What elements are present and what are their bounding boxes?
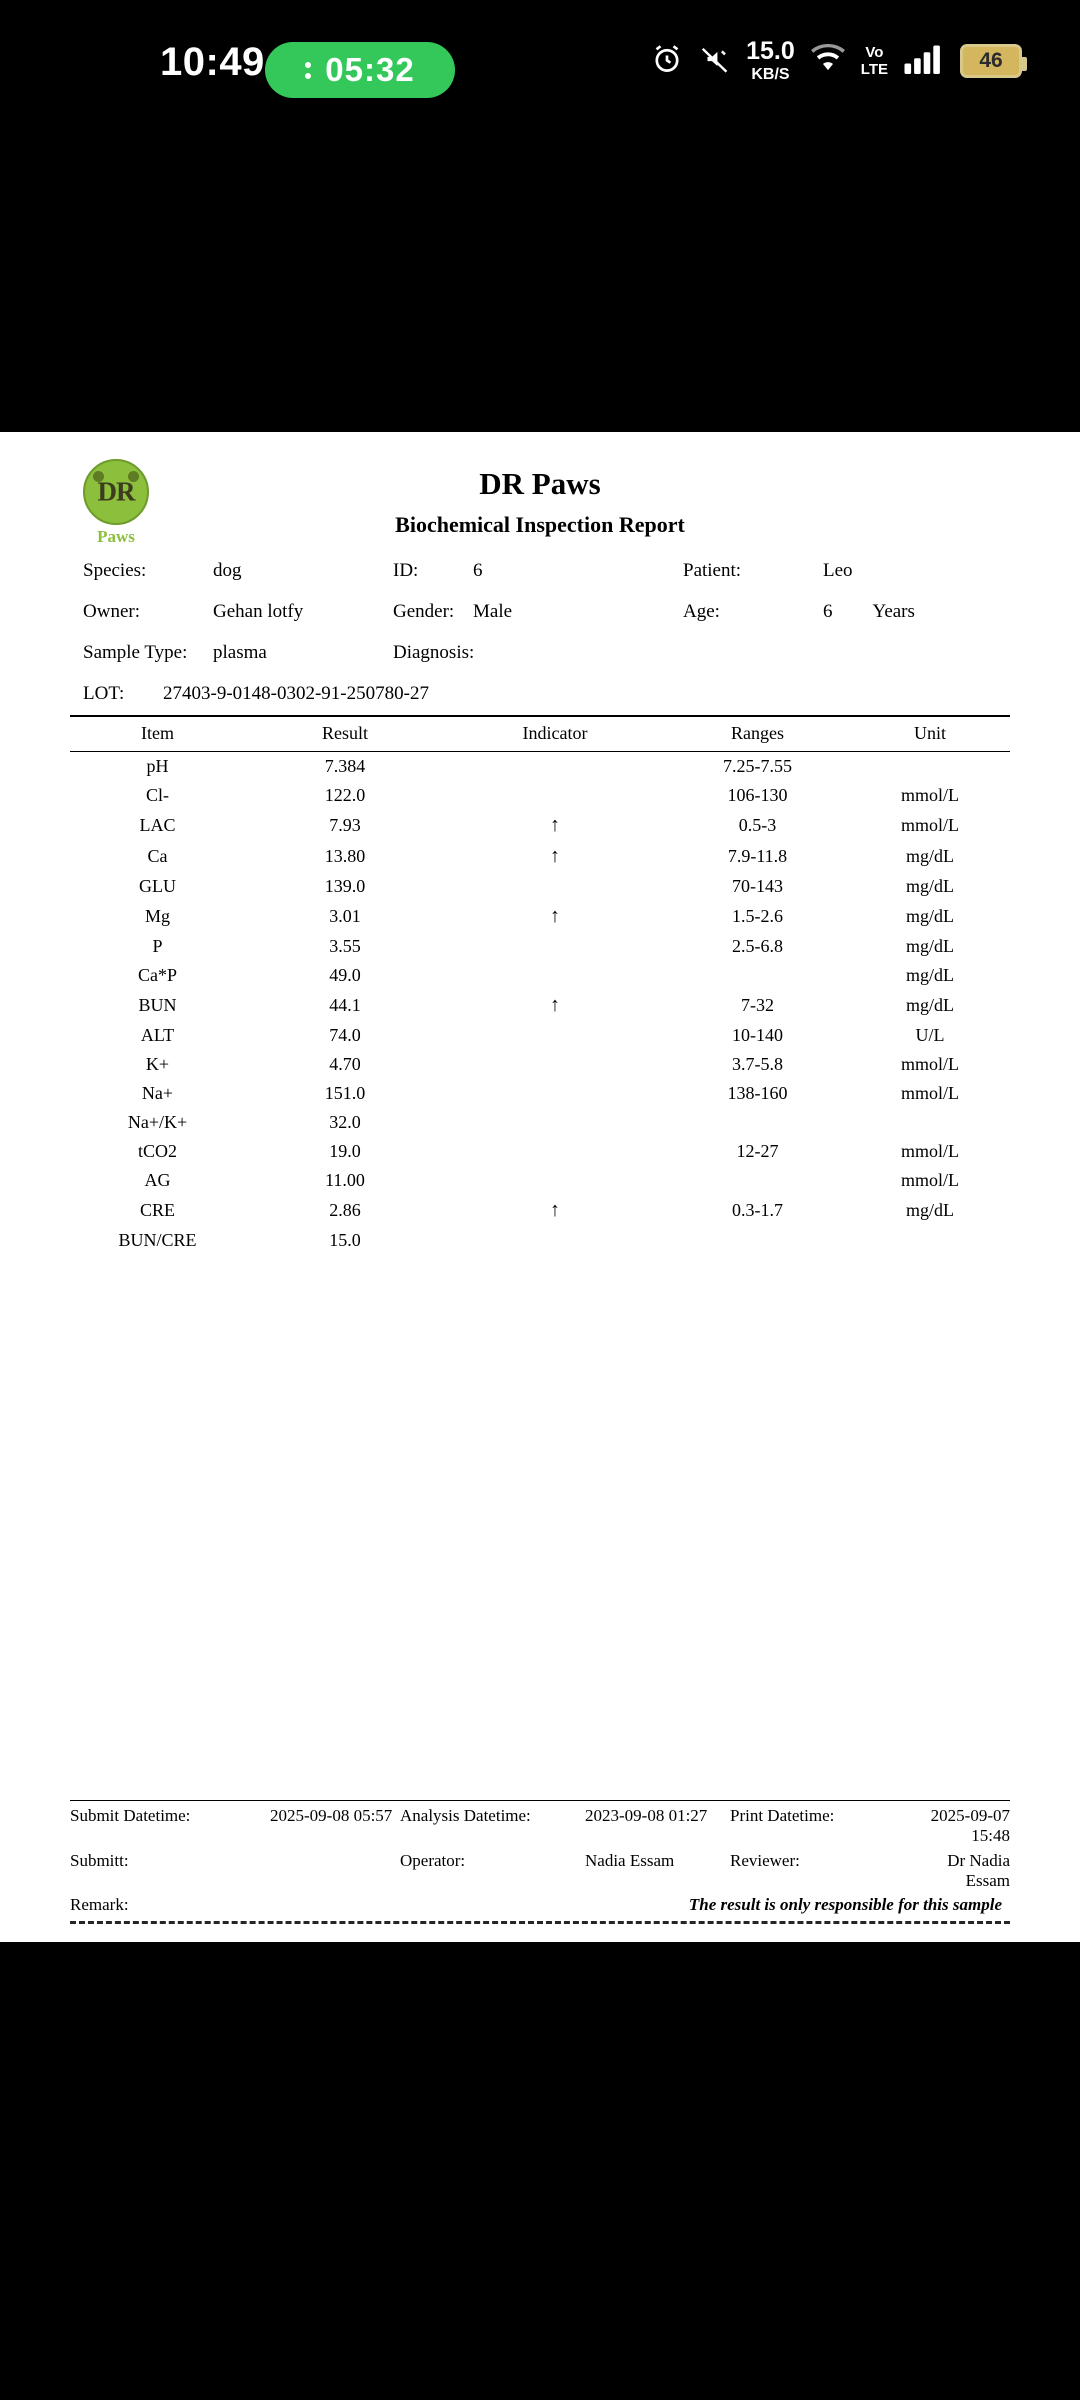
cell-item: Cl- bbox=[145, 785, 169, 805]
cell-item: BUN bbox=[138, 995, 177, 1015]
cell-result: 2.86 bbox=[329, 1200, 361, 1220]
owner-value: Gehan lotfy bbox=[213, 601, 304, 622]
table-row bbox=[70, 1050, 1010, 1079]
cell-indicator bbox=[445, 1079, 665, 1108]
cell-range bbox=[665, 961, 850, 990]
cell-result: 11.00 bbox=[325, 1170, 365, 1190]
cell-range: 7.9-11.8 bbox=[727, 846, 788, 866]
network-speed-unit: KB/S bbox=[751, 66, 790, 83]
cell-result: 32.0 bbox=[329, 1112, 361, 1132]
meta-owner bbox=[83, 601, 393, 623]
cell-indicator bbox=[445, 1226, 665, 1257]
cell-range: 70-143 bbox=[732, 876, 783, 896]
table-row bbox=[70, 1166, 1010, 1195]
table-row bbox=[70, 1079, 1010, 1108]
footer-row-2 bbox=[70, 1846, 1010, 1891]
cell-item: AG bbox=[144, 1170, 171, 1190]
meta-sample-type bbox=[83, 642, 393, 664]
meta-diagnosis bbox=[393, 642, 683, 664]
cell-range: 3.7-5.8 bbox=[732, 1054, 783, 1074]
cell-result: 122.0 bbox=[324, 785, 366, 805]
footer-reviewer bbox=[730, 1851, 1010, 1891]
cell-result: 7.384 bbox=[324, 756, 366, 776]
cell-item: ALT bbox=[140, 1025, 175, 1045]
table-row bbox=[70, 810, 1010, 841]
gender-value: Male bbox=[473, 601, 513, 622]
header-indicator: Indicator bbox=[445, 716, 665, 752]
cell-unit: mmol/L bbox=[901, 1170, 959, 1190]
cell-item: P bbox=[152, 936, 163, 956]
table-row bbox=[70, 1108, 1010, 1137]
table-row bbox=[70, 961, 1010, 990]
cell-unit: mg/dL bbox=[906, 936, 954, 956]
table-row bbox=[70, 1021, 1010, 1050]
report-document bbox=[35, 432, 1045, 1942]
cell-unit: mmol/L bbox=[901, 815, 959, 835]
volte-line-2: LTE bbox=[860, 61, 888, 78]
cell-item: K+ bbox=[145, 1054, 170, 1074]
analysis-datetime-value: 2023-09-08 01:27 bbox=[585, 1806, 708, 1825]
cell-item: LAC bbox=[139, 815, 176, 835]
age-label: Age: bbox=[683, 601, 720, 622]
meta-species bbox=[83, 560, 393, 582]
status-clock: 10:49 bbox=[160, 40, 265, 84]
cell-indicator: ↑ bbox=[550, 845, 560, 867]
patient-value: Leo bbox=[823, 560, 853, 581]
analysis-datetime-label: Analysis Datetime: bbox=[400, 1806, 531, 1825]
table-row bbox=[70, 872, 1010, 901]
cell-unit bbox=[850, 752, 1010, 782]
cell-result: 4.70 bbox=[329, 1054, 361, 1074]
cell-item: Na+ bbox=[141, 1083, 174, 1103]
report-footer bbox=[70, 1800, 1010, 1924]
gender-label: Gender: bbox=[393, 601, 455, 622]
table-row bbox=[70, 1226, 1010, 1257]
submit-datetime-value: 2025-09-08 05:57 bbox=[270, 1806, 393, 1825]
submitt-label: Submitt: bbox=[70, 1851, 129, 1870]
status-bar bbox=[0, 0, 1080, 120]
meta-row-1 bbox=[83, 560, 1000, 582]
table-row bbox=[70, 1195, 1010, 1226]
cell-indicator: ↑ bbox=[550, 994, 560, 1016]
cell-indicator bbox=[445, 752, 665, 782]
cell-item: Mg bbox=[144, 906, 170, 926]
cell-indicator bbox=[445, 781, 665, 810]
sample-type-label: Sample Type: bbox=[83, 642, 188, 663]
network-speed bbox=[746, 39, 795, 83]
recording-dots-icon bbox=[305, 62, 311, 79]
cell-item: tCO2 bbox=[137, 1141, 177, 1161]
header-ranges: Ranges bbox=[665, 716, 850, 752]
cell-result: 3.55 bbox=[329, 936, 361, 956]
cell-indicator bbox=[445, 1137, 665, 1166]
cell-result: 7.93 bbox=[329, 815, 361, 835]
clinic-logo bbox=[80, 459, 152, 547]
network-speed-value: 15.0 bbox=[746, 37, 795, 65]
table-row bbox=[70, 990, 1010, 1021]
cell-range bbox=[665, 1108, 850, 1137]
cell-indicator: ↑ bbox=[550, 1199, 560, 1221]
id-value: 6 bbox=[473, 560, 483, 581]
footer-analysis-datetime bbox=[400, 1806, 730, 1826]
cell-range: 1.5-2.6 bbox=[732, 906, 783, 926]
patient-label: Patient: bbox=[683, 560, 742, 581]
cell-result: 13.80 bbox=[324, 846, 366, 866]
cell-range bbox=[665, 1226, 850, 1257]
footer-operator bbox=[400, 1851, 730, 1871]
lot-row bbox=[35, 683, 1045, 705]
owner-label: Owner: bbox=[83, 601, 140, 622]
cell-result: 15.0 bbox=[329, 1230, 361, 1250]
meta-row-3 bbox=[83, 642, 1000, 664]
cell-result: 3.01 bbox=[329, 906, 361, 926]
footer-dashed-line bbox=[70, 1921, 1010, 1924]
cell-item: Na+/K+ bbox=[127, 1112, 188, 1132]
cell-range: 0.5-3 bbox=[738, 815, 777, 835]
print-datetime-value: 2025-09-07 15:48 bbox=[930, 1806, 1010, 1845]
species-value: dog bbox=[213, 560, 242, 581]
wifi-icon bbox=[810, 44, 846, 79]
cell-unit: mg/dL bbox=[906, 846, 954, 866]
volte-icon bbox=[861, 45, 888, 77]
cell-unit: mmol/L bbox=[901, 785, 959, 805]
page-title: DR Paws bbox=[479, 466, 601, 501]
cell-result: 74.0 bbox=[329, 1025, 361, 1045]
meta-patient bbox=[683, 560, 1000, 582]
meta-age bbox=[683, 601, 1000, 623]
age-unit: Years bbox=[872, 601, 915, 622]
cell-unit: mg/dL bbox=[906, 1200, 954, 1220]
cell-unit: mg/dL bbox=[906, 995, 954, 1015]
cell-indicator bbox=[445, 932, 665, 961]
header-result: Result bbox=[245, 716, 445, 752]
cell-item: pH bbox=[146, 756, 169, 776]
timer-value: 05:32 bbox=[325, 51, 415, 88]
page-subtitle: Biochemical Inspection Report bbox=[395, 512, 685, 537]
cell-unit: mmol/L bbox=[901, 1054, 959, 1074]
volte-line-1: Vo bbox=[865, 44, 884, 61]
print-datetime-label: Print Datetime: bbox=[730, 1806, 835, 1825]
lot-value: 27403-9-0148-0302-91-250780-27 bbox=[163, 683, 429, 704]
cell-item: Ca*P bbox=[137, 965, 177, 985]
lot-label: LOT: bbox=[83, 683, 125, 704]
sample-type-value: plasma bbox=[213, 642, 267, 663]
operator-value: Nadia Essam bbox=[585, 1851, 675, 1870]
table-header-row bbox=[70, 716, 1010, 752]
cell-unit: mg/dL bbox=[906, 906, 954, 926]
cell-unit bbox=[850, 1226, 1010, 1257]
battery-icon bbox=[960, 44, 1022, 78]
cell-indicator bbox=[445, 1050, 665, 1079]
cell-unit: mmol/L bbox=[901, 1083, 959, 1103]
cell-result: 139.0 bbox=[324, 876, 366, 896]
cell-indicator bbox=[445, 1166, 665, 1195]
logo-caption: Paws bbox=[97, 527, 135, 546]
cell-item: BUN/CRE bbox=[118, 1230, 197, 1250]
cell-item: CRE bbox=[139, 1200, 175, 1220]
remark-note: The result is only responsible for this sample bbox=[688, 1895, 1002, 1914]
table-row bbox=[70, 1137, 1010, 1166]
cell-indicator bbox=[445, 961, 665, 990]
cell-item: GLU bbox=[139, 876, 176, 896]
cell-unit bbox=[850, 1108, 1010, 1137]
status-icons bbox=[650, 38, 1022, 84]
cell-unit: U/L bbox=[915, 1025, 945, 1045]
table-row bbox=[70, 841, 1010, 872]
cell-unit: mg/dL bbox=[906, 876, 954, 896]
cell-item: Ca bbox=[147, 846, 168, 866]
cell-unit: mg/dL bbox=[906, 965, 954, 985]
submit-datetime-label: Submit Datetime: bbox=[70, 1806, 191, 1825]
results-table bbox=[70, 715, 1010, 1257]
reviewer-label: Reviewer: bbox=[730, 1851, 800, 1870]
meta-gender bbox=[393, 601, 683, 623]
cell-result: 49.0 bbox=[329, 965, 361, 985]
logo-initials: DR bbox=[97, 476, 135, 507]
report-page bbox=[0, 432, 1080, 1942]
footer-submitt bbox=[70, 1851, 400, 1871]
battery-percent: 46 bbox=[979, 49, 1003, 72]
table-row bbox=[70, 752, 1010, 782]
reviewer-value: Dr Nadia Essam bbox=[947, 1851, 1010, 1890]
cell-indicator bbox=[445, 1021, 665, 1050]
footer-remark bbox=[70, 1891, 1010, 1915]
cell-range: 2.5-6.8 bbox=[732, 936, 783, 956]
cell-indicator: ↑ bbox=[550, 905, 560, 927]
cell-range: 7-32 bbox=[741, 995, 774, 1015]
cell-result: 19.0 bbox=[329, 1141, 361, 1161]
header-unit: Unit bbox=[850, 716, 1010, 752]
table-row bbox=[70, 781, 1010, 810]
header-item: Item bbox=[70, 716, 245, 752]
patient-meta bbox=[35, 560, 1045, 664]
cell-range: 12-27 bbox=[736, 1141, 779, 1161]
species-label: Species: bbox=[83, 560, 147, 581]
alarm-icon bbox=[650, 42, 684, 81]
mute-icon bbox=[699, 42, 733, 81]
cell-indicator bbox=[445, 872, 665, 901]
operator-label: Operator: bbox=[400, 1851, 466, 1870]
meta-row-2 bbox=[83, 601, 1000, 623]
id-label: ID: bbox=[393, 560, 419, 581]
cell-indicator: ↑ bbox=[550, 814, 560, 836]
signal-icon bbox=[903, 42, 945, 81]
age-value: 6 bbox=[823, 601, 833, 622]
timer-pill[interactable] bbox=[265, 42, 455, 98]
footer-row-1 bbox=[70, 1801, 1010, 1846]
footer-submit-datetime bbox=[70, 1806, 400, 1826]
cell-result: 151.0 bbox=[324, 1083, 366, 1103]
table-row bbox=[70, 932, 1010, 961]
cell-range: 0.3-1.7 bbox=[732, 1200, 783, 1220]
cell-range: 138-160 bbox=[727, 1083, 788, 1103]
cell-range: 7.25-7.55 bbox=[723, 756, 792, 776]
remark-label: Remark: bbox=[70, 1895, 129, 1914]
meta-id bbox=[393, 560, 683, 582]
footer-print-datetime bbox=[730, 1806, 1010, 1846]
logo-mark-icon bbox=[83, 459, 149, 525]
cell-range: 106-130 bbox=[727, 785, 788, 805]
cell-indicator bbox=[445, 1108, 665, 1137]
cell-unit: mmol/L bbox=[901, 1141, 959, 1161]
table-row bbox=[70, 901, 1010, 932]
cell-range: 10-140 bbox=[732, 1025, 783, 1045]
cell-result: 44.1 bbox=[329, 995, 361, 1015]
cell-range bbox=[665, 1166, 850, 1195]
diagnosis-label: Diagnosis: bbox=[393, 642, 475, 663]
